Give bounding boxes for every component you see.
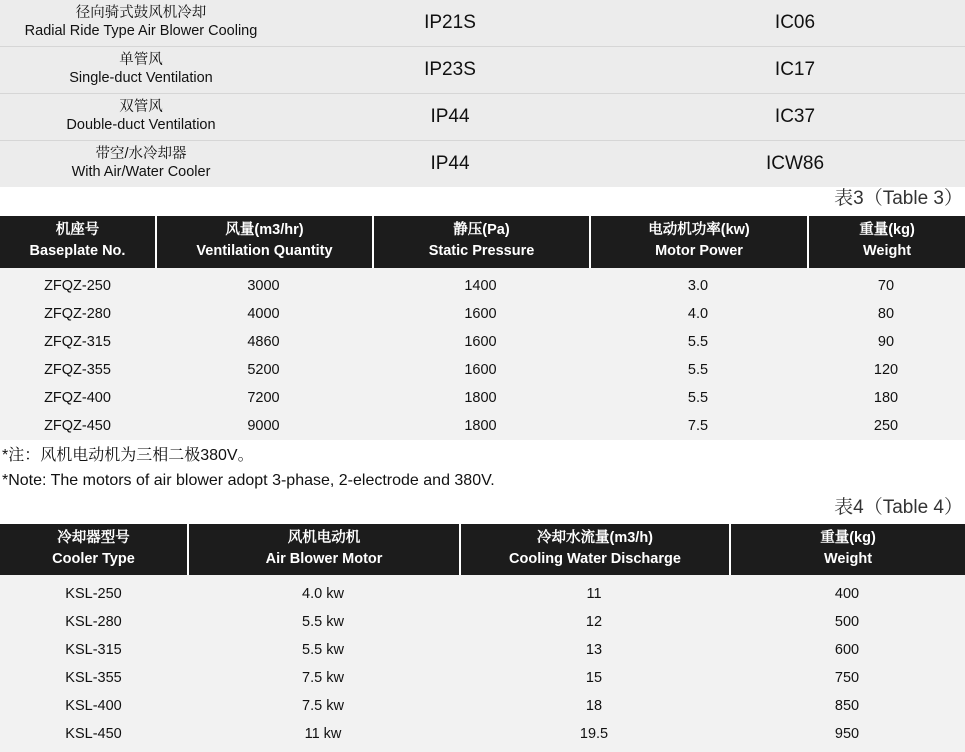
table-row: KSL-280 5.5 kw 12 500: [65, 614, 860, 630]
cooling-method-cell: [0, 145, 282, 181]
table-row: [0, 94, 965, 141]
header-baseplate: 机座号 Baseplate No.: [29, 222, 126, 259]
cooling-method-cell: [0, 4, 282, 40]
ip-rating: IP23S: [424, 59, 476, 80]
table-row: [0, 0, 965, 47]
table4-body: [0, 575, 965, 752]
ip-rating: IP44: [430, 153, 470, 174]
ic-code: IC17: [774, 59, 816, 80]
table3-header: [0, 216, 965, 268]
table-row: [0, 141, 965, 187]
table-row: [0, 47, 965, 94]
cooling-method-cell: [0, 98, 282, 134]
ip-rating: IP21S: [424, 12, 476, 33]
header-motor-power: 电动机功率(kw) Motor Power: [589, 216, 807, 268]
table-row: ZFQZ-355 5200 1600 5.5 120: [44, 362, 899, 378]
cooling-method-en: Single-duct Ventilation: [69, 70, 213, 86]
cooling-method-cell: [0, 51, 282, 87]
header-weight: 重量(kg) Weight: [729, 524, 965, 575]
table-row: ZFQZ-250 3000 1400 3.0 70: [44, 278, 895, 294]
table-row: KSL-450 11 kw 19.5 950: [65, 726, 860, 742]
cooling-method-cn: 双管风: [119, 99, 163, 115]
table-row: KSL-355 7.5 kw 15 750: [65, 670, 860, 686]
ic-code: IC37: [774, 106, 816, 127]
table-row: ZFQZ-450 9000 1800 7.5 250: [44, 418, 899, 434]
table4-caption: 表4（Table 4）: [834, 497, 963, 518]
ip-rating: IP44: [430, 106, 470, 127]
note-cn: *注：风机电动机为三相二极380V。: [2, 447, 254, 464]
header-static-pressure: 静压(Pa) Static Pressure: [372, 216, 589, 268]
cooling-method-en: Radial Ride Type Air Blower Cooling: [24, 23, 258, 39]
table-row: ZFQZ-400 7200 1800 5.5 180: [44, 390, 899, 406]
cooling-method-cn: 径向骑式鼓风机冷却: [75, 5, 207, 21]
ic-code: IC06: [774, 12, 816, 33]
table-row: ZFQZ-315 4860 1600 5.5 90: [44, 334, 895, 350]
protection-cooling-table: [0, 0, 965, 187]
header-weight: 重量(kg) Weight: [807, 216, 965, 268]
header-cooler-type: 冷却器型号 Cooler Type: [52, 530, 135, 567]
table4: [0, 524, 965, 752]
table-row: KSL-250 4.0 kw 11 400: [65, 586, 860, 602]
header-water-discharge: 冷却水流量(m3/h) Cooling Water Discharge: [459, 524, 729, 575]
header-blower-motor: 风机电动机 Air Blower Motor: [187, 524, 459, 575]
cooling-method-cn: 单管风: [119, 52, 163, 68]
table3-caption: 表3（Table 3）: [834, 188, 963, 209]
table3-body: [0, 268, 965, 440]
cooling-method-en: With Air/Water Cooler: [71, 164, 211, 180]
table-row: KSL-315 5.5 kw 13 600: [65, 642, 860, 658]
table-row: ZFQZ-280 4000 1600 4.0 80: [44, 306, 895, 322]
table-row: KSL-400 7.5 kw 18 850: [65, 698, 860, 714]
ic-code: ICW86: [765, 153, 825, 174]
table3: [0, 216, 965, 440]
table4-header: [0, 524, 965, 575]
cooling-method-cn: 带空/水冷却器: [95, 146, 187, 162]
header-ventilation: 风量(m3/hr) Ventilation Quantity: [155, 216, 372, 268]
cooling-method-en: Double-duct Ventilation: [66, 117, 216, 133]
note-en: *Note: The motors of air blower adopt 3-phase, 2-electrode and 380V.: [2, 472, 495, 489]
